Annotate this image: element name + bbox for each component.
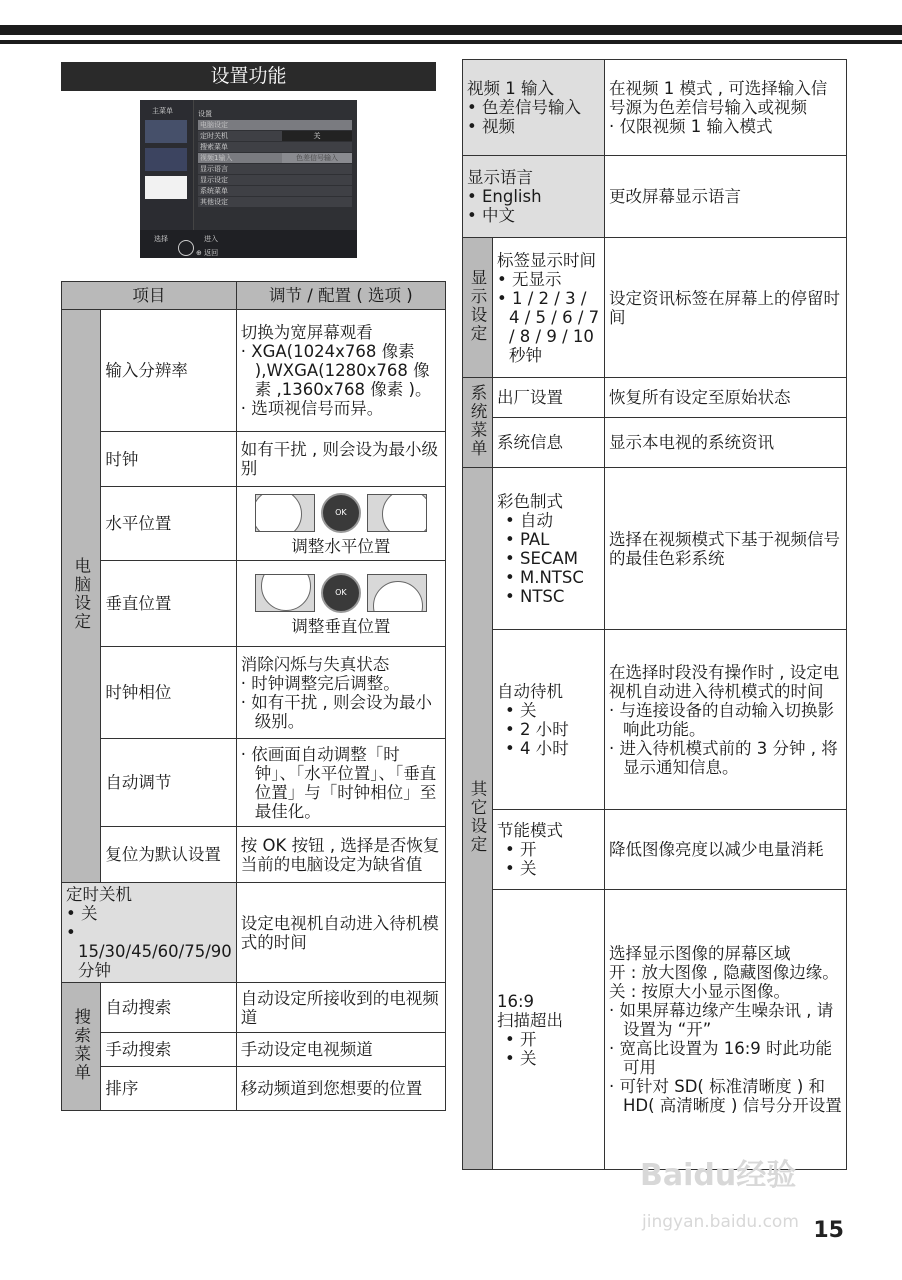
item-manual-search: 手动搜索 xyxy=(101,1033,236,1067)
desc-system-info: 显示本电视的系统资讯 xyxy=(605,418,847,468)
eco-mode-cell: 节能模式 • 开 • 关 xyxy=(493,810,605,890)
desc-clock-phase: 消除闪烁与失真状态 · 时钟调整完后调整。 · 如有干扰 , 则会设为最小级别。 xyxy=(236,647,445,739)
ok-dial-icon: OK xyxy=(321,573,361,613)
auto-standby-desc: 在选择时段没有操作时 , 设定电视机自动进入待机模式的时间 · 与连接设备的自动输入切换影响此功能。 · 进入待机模式前的 3 分钟 , 将显示通知信息。 xyxy=(605,630,847,810)
page-number: 15 xyxy=(813,1218,844,1243)
menu-row: 定时关机 关 xyxy=(198,131,352,141)
menu-heading: 设置 xyxy=(198,110,212,118)
timer-cell: 定时关机 • 关 • 15/30/45/60/75/90 分钟 xyxy=(62,883,237,983)
display-item-cell: 标签显示时间 • 无显示 • 1 / 2 / 3 / 4 / 5 / 6 / 7 / 8 / 9 / 10 秒钟 xyxy=(493,238,605,378)
overscan-desc: 选择显示图像的屏幕区域 开 : 放大图像 , 隐藏图像边缘。 关 : 按原大小显示图像。 · 如果屏幕边缘产生噪杂讯 , 请设置为 “开” · 宽高比设置为 16:9 时此功能可用 · 可针对 SD( 标准清晰度 ) 和 HD( 高清晰度 ) 信号分开设置 xyxy=(605,890,847,1170)
watermark-url: jingyan.baidu.com xyxy=(642,1212,799,1232)
right-table xyxy=(462,59,847,1170)
desc-reset: 按 OK 按钮 , 选择是否恢复当前的电脑设定为缺省值 xyxy=(236,827,445,883)
sound-icon xyxy=(145,148,187,171)
overscan-cell: 16:9 扫描超出 • 开 • 关 xyxy=(493,890,605,1170)
picture-icon xyxy=(145,120,187,143)
item-v-position: 垂直位置 xyxy=(101,561,236,647)
desc-auto-adjust: · 依画面自动调整「时钟」、「水平位置」、「垂直位置」与「时钟相位」至最佳化。 xyxy=(236,739,445,827)
other-group-label: 其它设定 xyxy=(463,468,493,1170)
item-auto-search: 自动搜索 xyxy=(101,983,236,1033)
menu-row: 其他设定 xyxy=(198,197,352,207)
desc-h-position: OK 调整水平位置 xyxy=(236,487,445,561)
header-adjust: 调节 / 配置 ( 选项 ) xyxy=(236,282,445,310)
menu-row: 电脑设定 xyxy=(198,120,352,130)
menu-row: 显示语言 xyxy=(198,164,352,174)
menu-row: 系统菜单 xyxy=(198,186,352,196)
video-input-cell: 视频 1 输入 • 色差信号输入 • 视频 xyxy=(463,60,605,156)
top-rule xyxy=(0,25,902,35)
select-label: 选择 xyxy=(154,235,168,243)
item-clock-phase: 时钟相位 xyxy=(101,647,236,739)
desc-sort: 移动频道到您想要的位置 xyxy=(236,1067,445,1111)
h-position-diagram xyxy=(241,493,441,533)
v-position-diagram xyxy=(241,573,441,613)
screen-right-icon xyxy=(367,494,427,532)
item-sort: 排序 xyxy=(101,1067,236,1111)
item-factory-reset: 出厂设置 xyxy=(493,378,605,418)
left-table xyxy=(61,281,446,1111)
page-title: 设置功能 xyxy=(61,62,436,91)
item-h-position: 水平位置 xyxy=(101,487,236,561)
return-label: ⊕ 返回 xyxy=(196,249,219,257)
item-reset: 复位为默认设置 xyxy=(101,827,236,883)
system-group-label: 系统菜单 xyxy=(463,378,493,468)
settings-icon xyxy=(145,176,187,199)
menu-main-label: 主菜单 xyxy=(152,107,173,115)
item-system-info: 系统信息 xyxy=(493,418,605,468)
screen-up-icon xyxy=(255,574,315,612)
menu-footer xyxy=(140,230,357,258)
eco-mode-desc: 降低图像亮度以减少电量消耗 xyxy=(605,810,847,890)
color-system-cell: 彩色制式 • 自动 • PAL • SECAM • M.NTSC • NTSC xyxy=(493,468,605,630)
item-clock: 时钟 xyxy=(101,432,236,487)
display-desc: 设定资讯标签在屏幕上的停留时间 xyxy=(605,238,847,378)
enter-label: 进入 xyxy=(204,235,218,243)
video-input-desc: 在视频 1 模式 , 可选择输入信号源为色差信号输入或视频 · 仅限视频 1 输入模式 xyxy=(605,60,847,156)
desc-v-position: OK 调整垂直位置 xyxy=(236,561,445,647)
item-auto-adjust: 自动调节 xyxy=(101,739,236,827)
nav-dial-icon xyxy=(178,240,194,256)
display-group-label: 显示设定 xyxy=(463,238,493,378)
screen-down-icon xyxy=(367,574,427,612)
desc-factory-reset: 恢复所有设定至原始状态 xyxy=(605,378,847,418)
desc-auto-search: 自动设定所接收到的电视频道 xyxy=(236,983,445,1033)
top-rule-thin xyxy=(0,40,902,44)
menu-row: 视频1输入 色差信号输入 xyxy=(198,153,352,163)
menu-list xyxy=(198,108,352,208)
screen-left-icon xyxy=(255,494,315,532)
header-item: 项目 xyxy=(62,282,237,310)
auto-standby-cell: 自动待机 • 关 • 2 小时 • 4 小时 xyxy=(493,630,605,810)
desc-manual-search: 手动设定电视频道 xyxy=(236,1033,445,1067)
ok-dial-icon: OK xyxy=(321,493,361,533)
language-desc: 更改屏幕显示语言 xyxy=(605,156,847,238)
desc-clock: 如有干扰 , 则会设为最小级别 xyxy=(236,432,445,487)
item-resolution: 输入分辨率 xyxy=(101,310,236,432)
menu-row: 搜索菜单 xyxy=(198,142,352,152)
desc-resolution: 切换为宽屏幕观看 · XGA(1024x768 像素 ),WXGA(1280x768 像素 ,1360x768 像素 )。 · 选项视信号而异。 xyxy=(236,310,445,432)
color-system-desc: 选择在视频模式下基于视频信号的最佳色彩系统 xyxy=(605,468,847,630)
watermark-logo: Baidu经验 xyxy=(640,1158,797,1193)
search-group-label: 搜索菜单 xyxy=(62,983,101,1111)
timer-desc: 设定电视机自动进入待机模式的时间 xyxy=(236,883,445,983)
menu-sidebar xyxy=(140,100,194,230)
menu-screenshot xyxy=(140,100,357,258)
language-cell: 显示语言 • English • 中文 xyxy=(463,156,605,238)
menu-row: 显示设定 xyxy=(198,175,352,185)
pc-group-label: 电脑设定 xyxy=(62,310,101,883)
